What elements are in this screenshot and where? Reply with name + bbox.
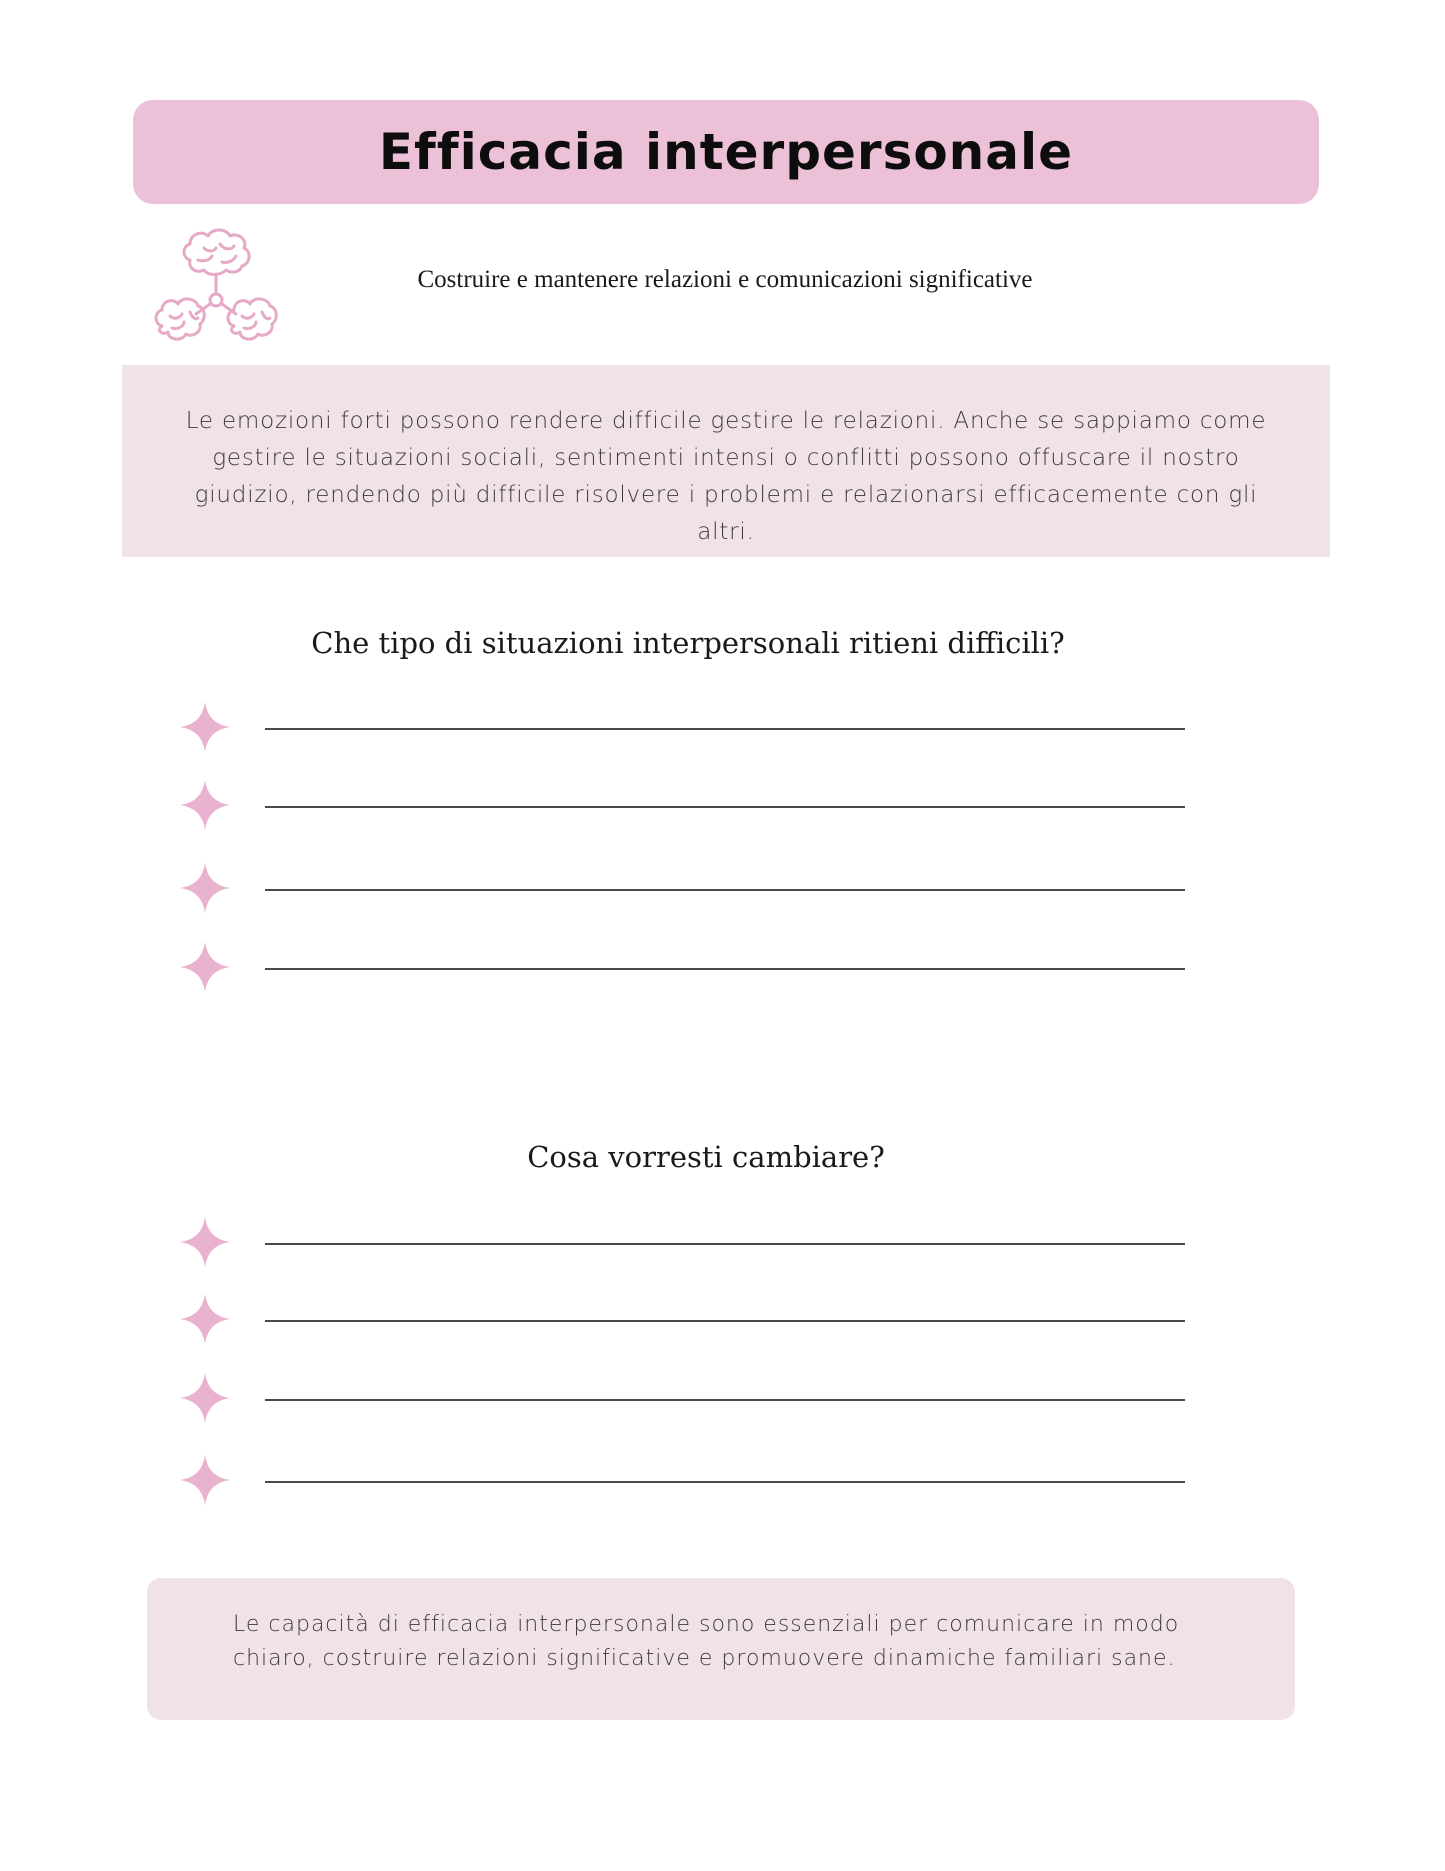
answer-line[interactable] — [265, 1399, 1185, 1401]
sparkle-star-icon — [178, 1371, 232, 1425]
sparkle-star-icon — [178, 1453, 232, 1507]
sparkle-star-icon — [178, 861, 232, 915]
answer-line[interactable] — [265, 1481, 1185, 1483]
question-2: Cosa vorresti cambiare? — [527, 1140, 885, 1174]
page-title: Efficacia interpersonale — [378, 123, 1074, 181]
sparkle-star-icon — [178, 700, 232, 754]
footer-box — [147, 1578, 1295, 1720]
answer-line[interactable] — [265, 1320, 1185, 1322]
answer-row[interactable] — [178, 778, 1188, 832]
answer-row[interactable] — [178, 1215, 1188, 1269]
answer-line[interactable] — [265, 968, 1185, 970]
answer-row[interactable] — [178, 700, 1188, 754]
sparkle-star-icon — [178, 1215, 232, 1269]
answer-line[interactable] — [265, 1243, 1185, 1245]
answer-row[interactable] — [178, 861, 1188, 915]
answer-row[interactable] — [178, 1453, 1188, 1507]
page-subtitle: Costruire e mantenere relazioni e comunicazioni significative — [417, 266, 1033, 293]
sparkle-star-icon — [178, 1292, 232, 1346]
title-banner — [133, 100, 1319, 204]
question-1: Che tipo di situazioni interpersonali ritieni difficili? — [311, 626, 1065, 660]
answer-line[interactable] — [265, 889, 1185, 891]
answer-row[interactable] — [178, 940, 1188, 994]
sparkle-star-icon — [178, 778, 232, 832]
answer-row[interactable] — [178, 1371, 1188, 1425]
answer-line[interactable] — [265, 806, 1185, 808]
footer-text: Le capacità di efficacia interpersonale sono essenziali per comunicare in modo chiaro, costruire relazioni significative e promuovere dinamiche familiari sane. — [233, 1612, 1180, 1671]
brain-network-icon — [148, 218, 284, 354]
answer-row[interactable] — [178, 1292, 1188, 1346]
intro-box — [122, 365, 1330, 557]
sparkle-star-icon — [178, 940, 232, 994]
intro-text: Le emozioni forti possono rendere difficile gestire le relazioni. Anche se sappiamo come gestire le situazioni sociali, sentimenti intensi o conflitti possono offuscare il nostro giudizio, rendendo più difficile risolvere i problemi e relazionarsi efficacemente con gli altri. — [185, 408, 1267, 545]
answer-line[interactable] — [265, 728, 1185, 730]
